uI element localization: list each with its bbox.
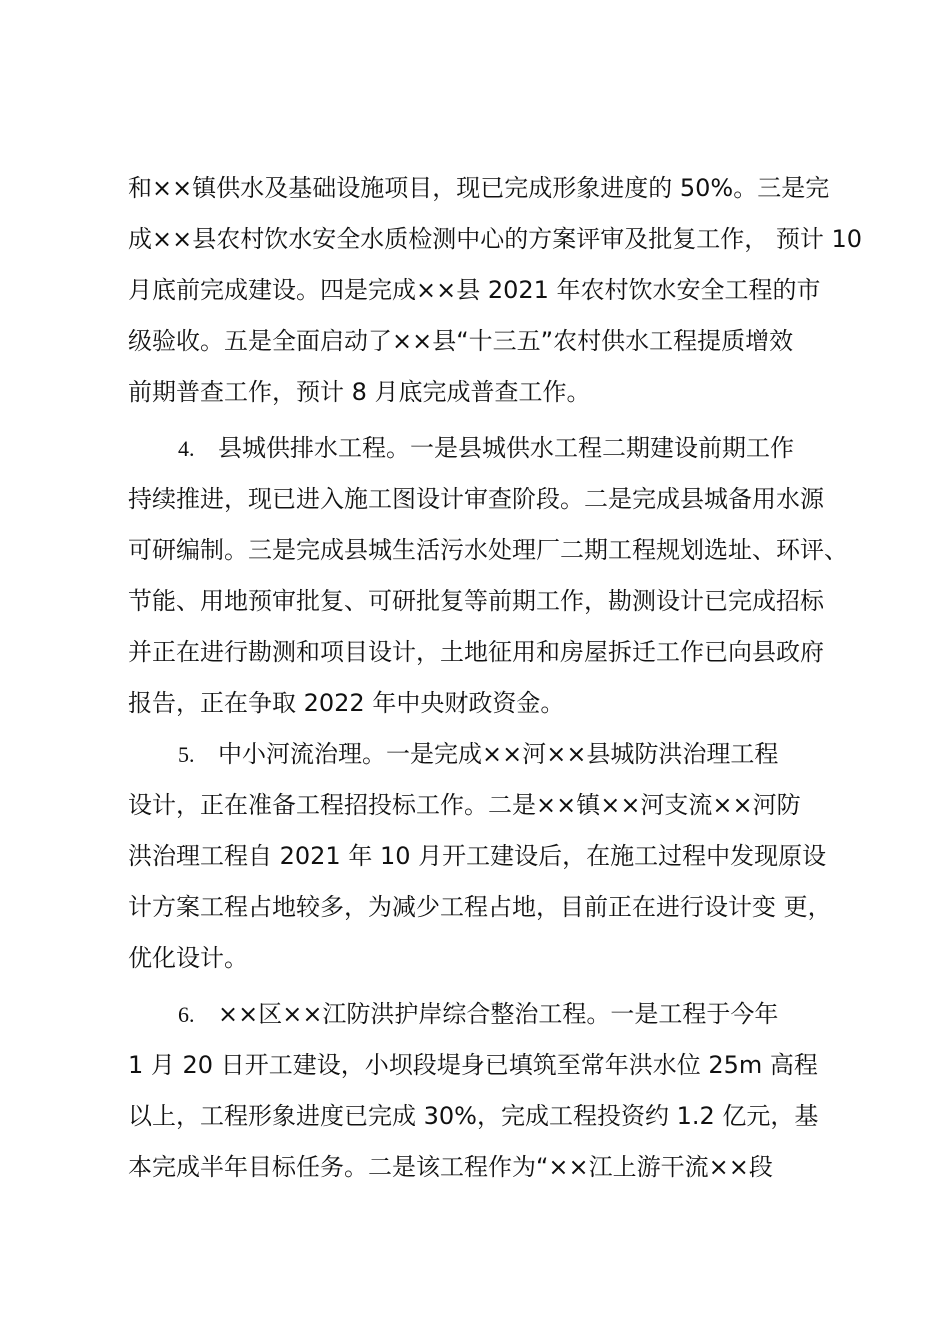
item-number: 6. (178, 1002, 195, 1027)
text-line: 可研编制。三是完成县城生活污水处理厂二期工程规划选址、环评、 (128, 536, 848, 564)
text-line: 并正在进行勘测和项目设计，土地征用和房屋拆迁工作已向县政府 (128, 638, 824, 666)
paragraph-item-4 (128, 423, 850, 729)
item-first-line: ××区××江防洪护岸综合整治工程。一是工程于今年 (218, 1000, 779, 1028)
item-number: 5. (178, 742, 195, 767)
text-line: 级验收。五是全面启动了××县“十三五”农村供水工程提质增效 (128, 327, 794, 355)
text-line: 1 月 20 日开工建设，小坝段堤身已填筑至常年洪水位 25m 高程 (128, 1051, 818, 1079)
text-line: 前期普查工作，预计 8 月底完成普查工作。 (128, 378, 591, 406)
item-number: 4. (178, 436, 195, 461)
item-first-line: 中小河流治理。一是完成××河××县城防洪治理工程 (218, 740, 779, 768)
paragraph-item-6 (128, 989, 850, 1193)
text-line (128, 729, 850, 780)
text-line: 月底前完成建设。四是完成××县 2021 年农村饮水安全工程的市 (128, 276, 821, 304)
text-line: 节能、用地预审批复、可研批复等前期工作，勘测设计已完成招标 (128, 587, 824, 615)
text-line: 和××镇供水及基础设施项目，现已完成形象进度的 50%。三是完 (128, 174, 830, 202)
item-first-line: 县城供排水工程。一是县城供水工程二期建设前期工作 (218, 434, 794, 462)
text-line: 报告，正在争取 2022 年中央财政资金。 (128, 689, 565, 717)
text-line: 优化设计。 (128, 944, 248, 972)
text-line: 设计，正在准备工程招投标工作。二是××镇××河支流××河防 (128, 791, 801, 819)
text-line: 以上，工程形象进度已完成 30%，完成工程投资约 1.2 亿元，基 (128, 1102, 819, 1130)
paragraph-item-5 (128, 729, 850, 984)
text-line: 持续推进，现已进入施工图设计审查阶段。二是完成县城备用水源 (128, 485, 824, 513)
text-line (128, 989, 850, 1040)
text-line: 成××县农村饮水安全水质检测中心的方案评审及批复工作， 预计 10 (128, 225, 863, 253)
text-line: 洪治理工程自 2021 年 10 月开工建设后，在施工过程中发现原设 (128, 842, 827, 870)
text-line: 计方案工程占地较多，为减少工程占地，目前正在进行设计变 更， (128, 893, 832, 921)
paragraph-continuation (128, 163, 863, 418)
text-line (128, 423, 850, 474)
text-line: 本完成半年目标任务。二是该工程作为“××江上游干流××段 (128, 1153, 773, 1181)
document-body (128, 163, 863, 1193)
